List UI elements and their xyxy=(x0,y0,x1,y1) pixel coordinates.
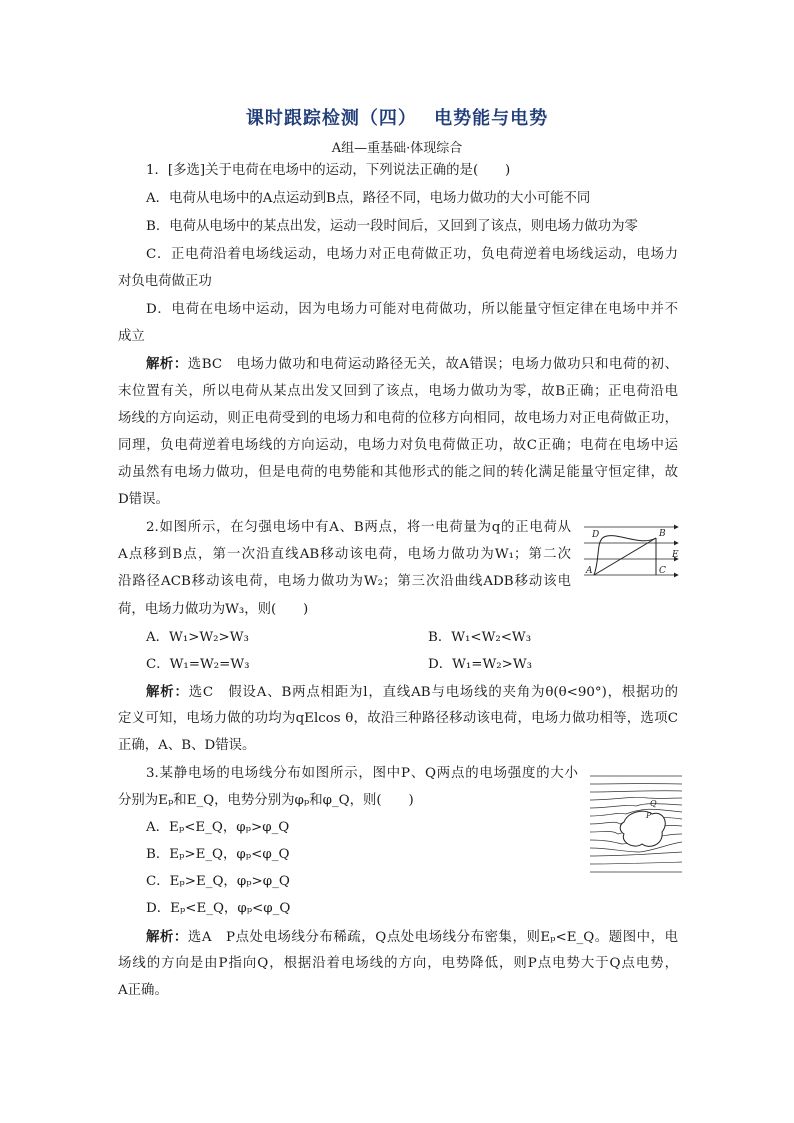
q2-solution-line1: 解析：选C 假设A、B两点相距为l，直线AB与电场线的夹角为θ(θ<90°)，根据功的 xyxy=(146,684,679,700)
q2-option-d: D．W₁=W₂>W₃ xyxy=(428,657,532,672)
q3-solution-line1: 解析：选A P点处电场线分布稀疏，Q点处电场线分布密集，则Eₚ<E_Q。题图中，电 xyxy=(146,929,678,945)
q2-solution-line2: 定义可知，电场力做的功均为qElcos θ，故沿三种路径移动该电荷，电场力做功相等，选项C xyxy=(118,711,678,726)
q1-solution-line2: 末位置有关，所以电荷从某点出发又回到了该点，电场力做功为零，故B正确；正电荷沿电 xyxy=(118,384,678,399)
q1-option-d-line1: D．电荷在电场中运动，因为电场力可能对电荷做功，所以能量守恒定律在电场中并不 xyxy=(146,302,678,317)
conductor-shape xyxy=(620,811,665,846)
q1-stem: 1．[多选]关于电荷在电场中的运动，下列说法正确的是( ) xyxy=(146,163,511,178)
q1-option-c-line1: C．正电荷沿着电场线运动，电场力对正电荷做正功，负电荷逆着电场线运动，电场力 xyxy=(146,247,678,262)
q2-option-c: C．W₁=W₂=W₃ xyxy=(146,657,250,672)
q3-field-line-figure xyxy=(590,772,682,874)
field-line xyxy=(590,862,682,864)
fig-label-b: B xyxy=(659,529,666,539)
q1-option-b: B．电荷从电场中的某点出发，运动一段时间后，又回到了该点，则电场力做功为零 xyxy=(146,219,638,234)
fig-label-p: P xyxy=(646,811,652,820)
fig-label-c: C xyxy=(659,566,666,576)
fig-label-d: D xyxy=(592,530,600,540)
q1-solution-line3: 场线的方向运动，则正电荷受到的电场力和电荷的位移方向相同，故电场力对正电荷做正功， xyxy=(118,411,678,426)
q1-solution-line4: 同理，负电荷逆着电场线的方向运动，电场力对负电荷做正功，故C正确；电荷在电场中运 xyxy=(118,438,678,453)
q3-stem-line2: 分别为Eₚ和E_Q，电势分别为φₚ和φ_Q，则( ) xyxy=(118,793,414,808)
q3-option-c: C．Eₚ>E_Q，φₚ>φ_Q xyxy=(146,874,290,889)
q3-solution-line3: A正确。 xyxy=(118,983,168,998)
q1-solution-line1: 解析：选BC 电场力做功和电荷运动路径无关，故A错误；电场力做功只和电荷的初、 xyxy=(146,356,678,372)
q3-option-d: D．Eₚ<E_Q，φₚ<φ_Q xyxy=(146,901,291,916)
q1-solution-line6: D错误。 xyxy=(118,492,169,507)
q2-stem-line2: A点移到B点，第一次沿直线AB移动该电荷，电场力做功为W₁；第二次 xyxy=(118,547,571,562)
q1-option-a: A．电荷从电场中的A点运动到B点，路径不同，电场力做功的大小可能不同 xyxy=(146,191,591,206)
section-subtitle: A组—重基础·体现综合 xyxy=(331,141,463,156)
q2-stem-line3: 沿路径ACB移动该电荷，电场力做功为W₂；第三次沿曲线ADB移动该电 xyxy=(118,574,571,589)
page-title: 课时跟踪检测（四） 电势能与电势 xyxy=(245,108,549,129)
field-line xyxy=(590,791,682,792)
q2-stem-line1: 2.如图所示，在匀强电场中有A、B两点，将一电荷量为q的正电荷从 xyxy=(146,520,571,535)
q3-option-a: A．Eₚ<E_Q，φₚ>φ_Q xyxy=(146,820,290,835)
solution-label: 解析： xyxy=(146,356,188,372)
fig-label-a: A xyxy=(586,566,593,576)
q2-option-a: A．W₁>W₂>W₃ xyxy=(146,630,249,645)
field-line xyxy=(590,852,682,856)
field-line xyxy=(590,804,682,808)
q2-option-b: B．W₁<W₂<W₃ xyxy=(428,630,532,645)
fig-label-q: Q xyxy=(650,799,657,808)
path-ab xyxy=(594,538,656,575)
q3-stem-line1: 3.某静电场的电场线分布如图所示，图中P、Q两点的电场强度的大小 xyxy=(146,766,578,781)
field-line xyxy=(590,797,682,800)
q1-option-d-line2: 成立 xyxy=(118,329,145,344)
q3-solution-line2: 场线的方向是由P指向Q，根据沿着电场线的方向，电势降低，则P点电势大于Q点电势， xyxy=(118,956,678,971)
q2-uniform-field-figure xyxy=(582,519,682,597)
q1-option-c-line2: 对负电荷做正功 xyxy=(118,274,212,289)
q3-option-b: B．Eₚ>E_Q，φₚ<φ_Q xyxy=(146,847,290,862)
q2-solution-line3: 正确，A、B、D错误。 xyxy=(118,738,256,753)
fig-label-e: E xyxy=(672,550,679,560)
q2-stem-line4: 荷，电场力做功为W₃，则( ) xyxy=(118,602,309,617)
q1-solution-line5: 动虽然有电场力做功，但是电荷的电势能和其他形式的能之间的转化满足能量守恒定律，故 xyxy=(118,465,678,480)
